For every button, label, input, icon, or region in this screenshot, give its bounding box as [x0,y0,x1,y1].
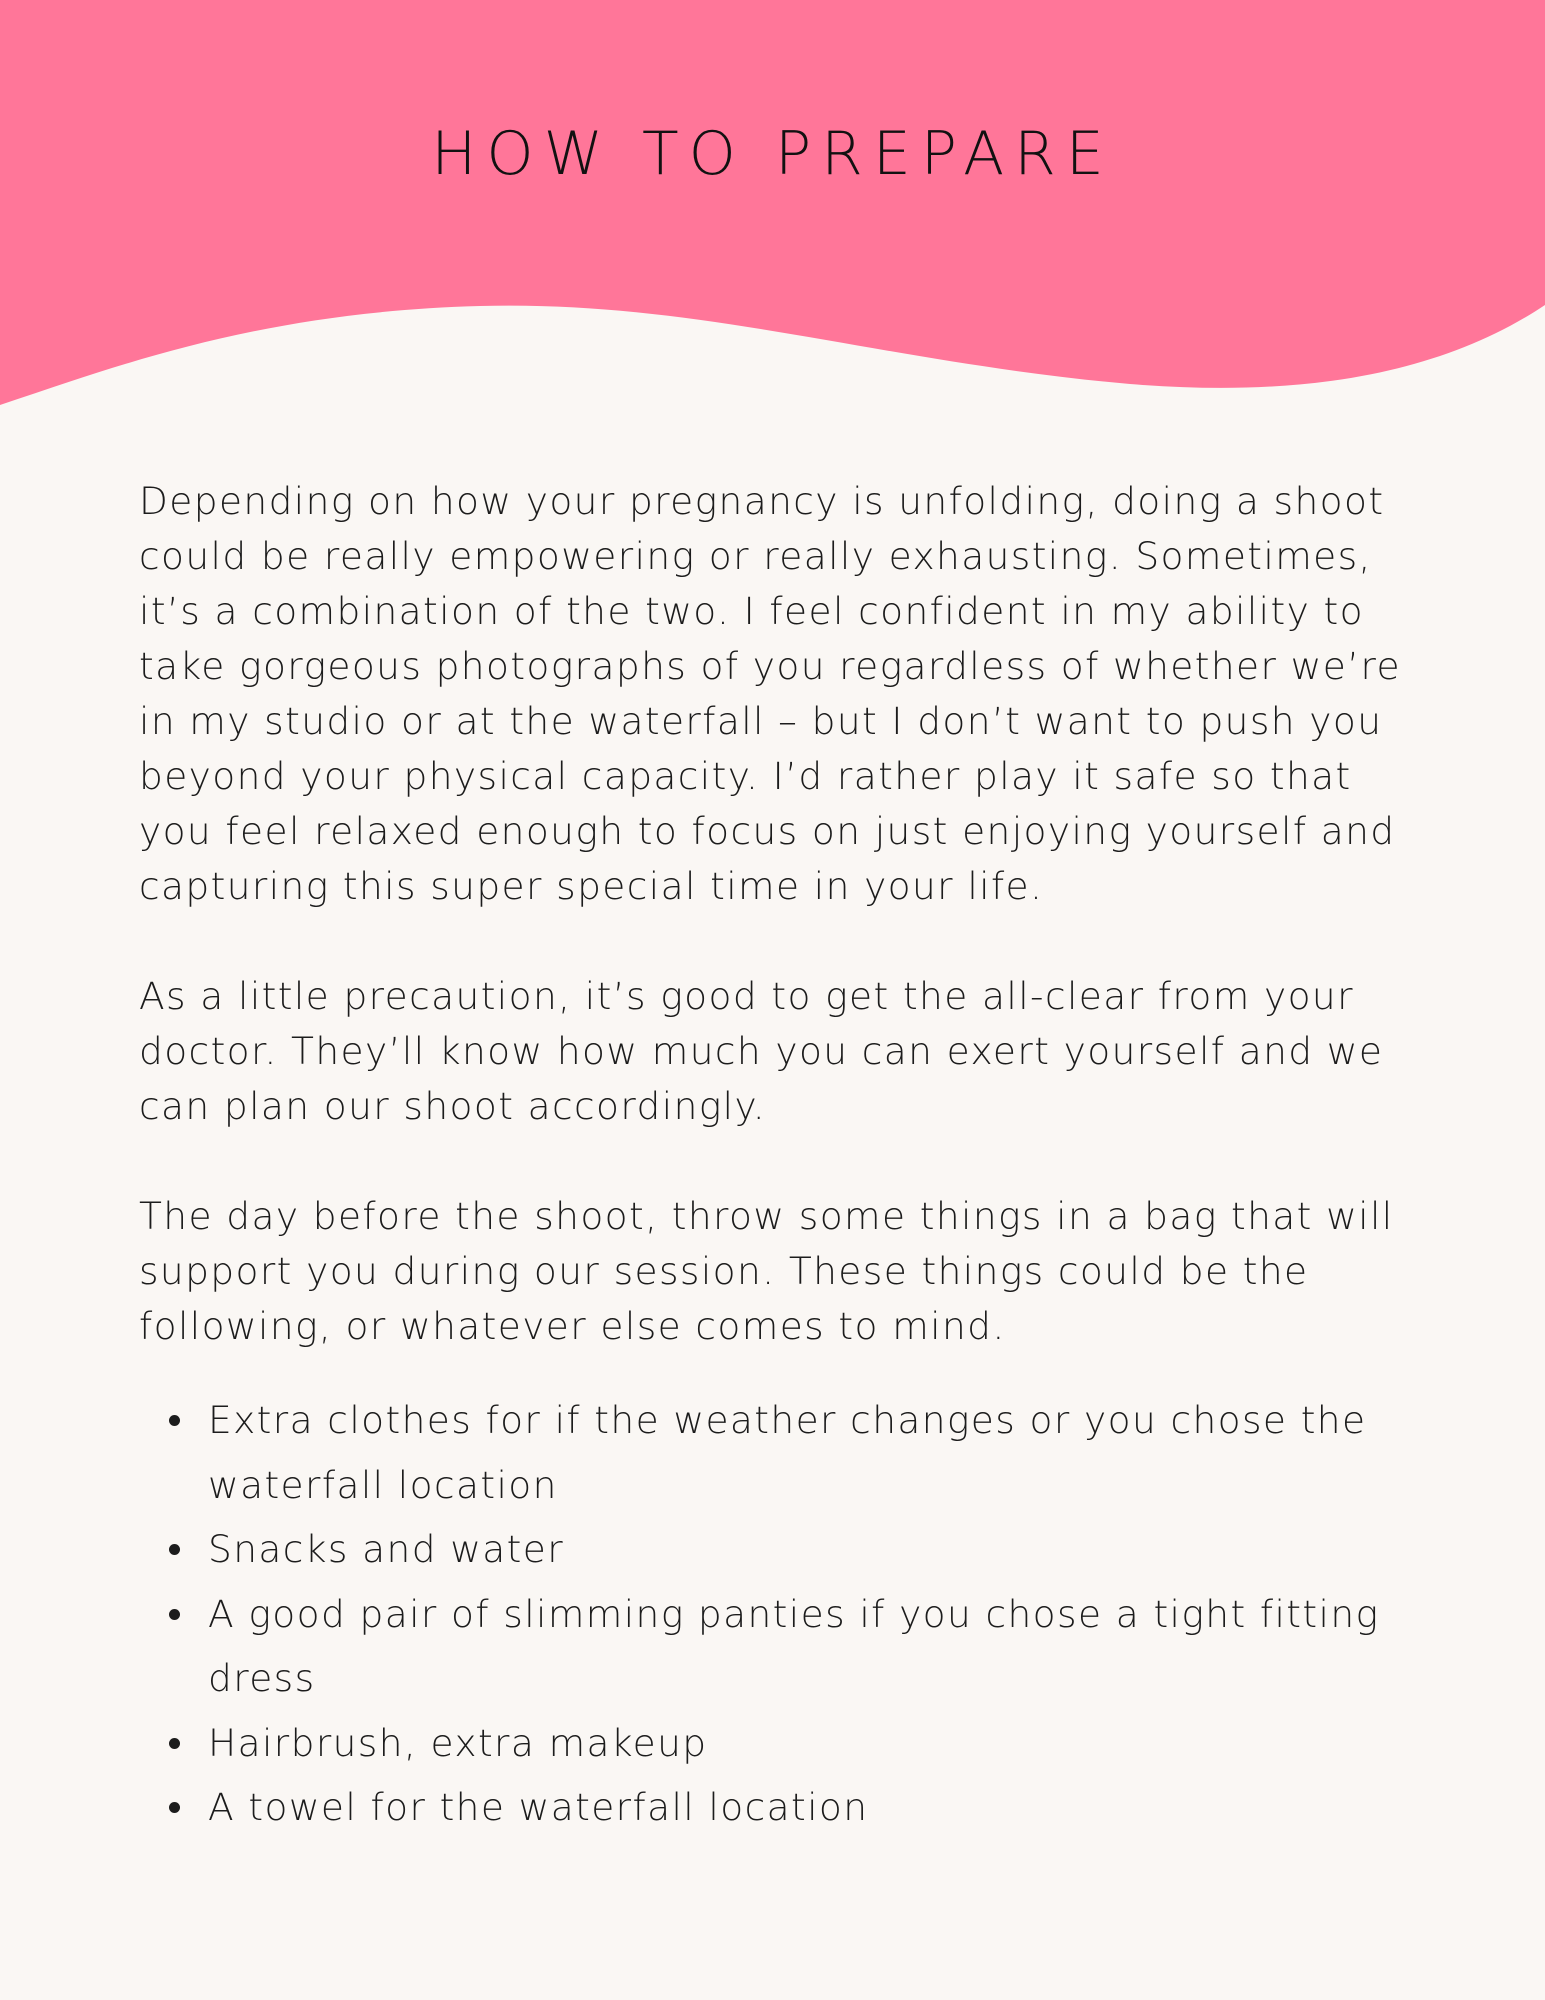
list-item [208,1711,1409,1776]
list-item [208,1517,1409,1582]
bullet-dot-icon [169,1802,180,1813]
content-body [139,474,1409,1840]
list-item-text: Extra clothes for if the weather changes or you chose the waterfall location [208,1398,1367,1507]
bullet-dot-icon [169,1609,180,1620]
list-item-text: Hairbrush, extra makeup [208,1720,708,1765]
list-item-text: Snacks and water [208,1527,565,1571]
list-item-text: A towel for the waterfall location [208,1785,869,1829]
header-wave-shape [0,0,1545,405]
page-title: HOW TO PREPARE [431,119,1114,189]
list-item [208,1775,1409,1840]
intro-paragraph: Depending on how your pregnancy is unfolding, doing a shoot could be really empowering or really exhausting. Sometimes, it’s a combination of the two. I feel confident in my ability to take gorgeous photographs of you regardless of whether we’re in my studio or at the waterfall – but I don’t want to push you beyond your physical capacity. I’d rather play it safe so that you feel relaxed enough to focus on just enjoying yourself and capturing this super special time in your life. [139,479,1401,908]
list-item-text: A good pair of slimming panties if you chose a tight fitting dress [208,1591,1380,1700]
list-item [208,1582,1409,1711]
precaution-paragraph: As a little precaution, it’s good to get the all-clear from your doctor. They’ll know how much you can exert yourself and we can plan our shoot accordingly. [139,974,1384,1128]
bullet-dot-icon [169,1738,180,1749]
bag-paragraph: The day before the shoot, throw some things in a bag that will support you during our session. These things could be the following, or whatever else comes to mind. [139,1194,1394,1348]
bullet-dot-icon [169,1415,180,1426]
header-wave-banner [0,0,1545,420]
list-item [208,1388,1409,1517]
packing-checklist [139,1388,1409,1840]
bullet-dot-icon [169,1544,180,1555]
